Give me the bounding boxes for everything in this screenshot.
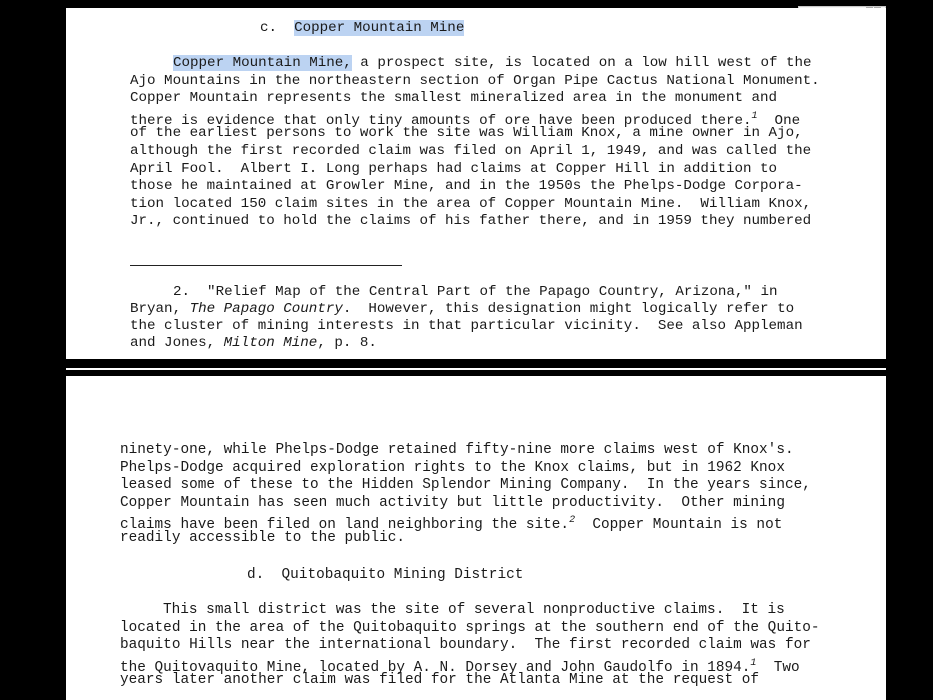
text-line: baquito Hills near the international boundary. The first recorded claim was for xyxy=(120,637,811,654)
footnote-citation-title: The Papago Country xyxy=(189,301,343,317)
heading-prefix: c. xyxy=(260,20,278,36)
footnote-citation-title: Milton Mine xyxy=(223,335,318,351)
footnote-line: the cluster of mining interests in that particular vicinity. See also Appleman xyxy=(130,318,803,334)
section-heading xyxy=(260,20,464,37)
footnote-ref: 2 xyxy=(569,515,576,527)
text-line: Copper Mountain represents the smallest mineralized area in the monument and xyxy=(130,90,778,107)
footnote-line: 2. "Relief Map of the Central Part of the Papago Country, Arizona," in xyxy=(173,284,778,300)
text-line: there is evidence that only tiny amounts of ore have been produced there.$^1$ One xyxy=(130,110,801,129)
text-line: Copper Mountain Mine, a prospect site, is located on a low hill west of the xyxy=(173,55,812,71)
footnote-ref: 1 xyxy=(751,110,758,122)
text-line: the Quitovaquito Mine, located by A. N. Dorsey and John Gaudolfo in 1894.$^1$ Two xyxy=(120,657,800,676)
footnote-divider xyxy=(130,265,402,266)
text-line: April Fool. Albert I. Long perhaps had claims at Copper Hill in addition to xyxy=(130,160,778,177)
text-line: Copper Mountain has seen much activity but little productivity. Other mining xyxy=(120,494,785,511)
text-line: those he maintained at Growler Mine, and in the 1950s the Phelps-Dodge Corpora- xyxy=(130,178,803,195)
text-line: claims have been filed on land neighboring the site.$^2$ Copper Mountain is not xyxy=(120,515,783,534)
document-page-top xyxy=(66,8,886,359)
document-page-bottom xyxy=(66,376,886,700)
text-line: tion located 150 claim sites in the area of Copper Mountain Mine. William Knox, xyxy=(130,195,812,212)
footnote-line: Bryan, The Papago Country. However, this designation might logically refer to xyxy=(130,301,795,317)
text-line: Ajo Mountains in the northeastern section of Organ Pipe Cactus National Monument. xyxy=(130,72,820,89)
text-line: although the first recorded claim was filed on April 1, 1949, and was called the xyxy=(130,143,812,159)
footnote-line: and Jones, Milton Mine, p. 8. xyxy=(130,335,377,351)
text-line: ninety-one, while Phelps-Dodge retained fifty-nine more claims west of Knox's. xyxy=(120,442,794,458)
text-line: years later another claim was filed for the Atlanta Mine at the request of xyxy=(120,672,760,689)
text-line: leased some of these to the Hidden Splendor Mining Company. In the years since, xyxy=(120,477,811,494)
heading-search-match: Copper Mountain Mine xyxy=(294,20,465,36)
text-line: of the earliest persons to work the site was William Knox, a mine owner in Ajo, xyxy=(130,125,803,142)
text-line: readily accessible to the public. xyxy=(120,530,405,546)
search-match-highlight: Copper Mountain Mine, xyxy=(173,55,352,71)
text-line: Phelps-Dodge acquired exploration rights to the Knox claims, but in 1962 Knox xyxy=(120,459,785,476)
footnote-ref: 1 xyxy=(750,657,757,669)
page-separator xyxy=(66,368,886,370)
text-line: located in the area of the Quitobaquito springs at the southern end of the Quito- xyxy=(120,619,820,636)
text-line: Jr., continued to hold the claims of his father there, and in 1959 they numbered xyxy=(130,213,812,230)
section-heading: d. Quitobaquito Mining District xyxy=(247,567,524,583)
text-line: This small district was the site of several nonproductive claims. It is xyxy=(163,602,785,618)
